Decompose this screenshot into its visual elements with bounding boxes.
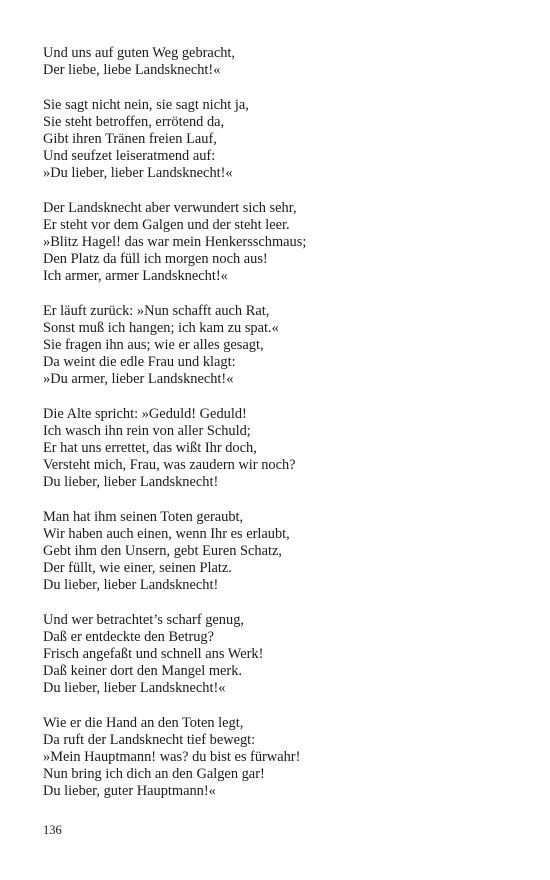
- stanza-2: [43, 97, 513, 182]
- poem-line: Der Landsknecht aber verwundert sich sehr,: [43, 200, 297, 216]
- poem-line: Ich armer, armer Landsknecht!«: [43, 268, 228, 284]
- poem-line: Da weint die edle Frau und klagt:: [43, 354, 236, 370]
- stanza-5: [43, 406, 513, 491]
- stanza-1: [43, 45, 513, 79]
- poem-line: Und uns auf guten Weg gebracht,: [43, 45, 235, 61]
- poem-line: Daß er entdeckte den Betrug?: [43, 629, 215, 645]
- poem-line: Und seufzet leiseratmend auf:: [43, 148, 216, 164]
- poem-line: Er steht vor dem Galgen und der steht leer.: [43, 217, 290, 233]
- poem-line: Der füllt, wie einer, seinen Platz.: [43, 560, 232, 576]
- poem-line: Frisch angefaßt und schnell ans Werk!: [43, 646, 264, 662]
- poem-line: Sie fragen ihn aus; wie er alles gesagt,: [43, 337, 264, 353]
- poem-line: Er hat uns errettet, das wißt Ihr doch,: [43, 440, 257, 456]
- poem-line: Gebt ihm den Unsern, gebt Euren Schatz,: [43, 543, 282, 559]
- stanza-7: [43, 612, 513, 697]
- poem-line: Du lieber, lieber Landsknecht!: [43, 474, 219, 490]
- poem-line: Nun bring ich dich an den Galgen gar!: [43, 766, 265, 782]
- poem-line: Der liebe, liebe Landsknecht!«: [43, 62, 221, 78]
- poem-line: Wir haben auch einen, wenn Ihr es erlaubt,: [43, 526, 290, 542]
- poem-line: Du lieber, guter Hauptmann!«: [43, 783, 216, 799]
- poem-line: »Blitz Hagel! das war mein Henkersschmaus;: [43, 234, 307, 250]
- page-number: 136: [43, 823, 62, 837]
- stanza-3: [43, 200, 513, 285]
- poem-line: Die Alte spricht: »Geduld! Geduld!: [43, 406, 247, 422]
- stanza-8: [43, 715, 513, 800]
- poem-line: Versteht mich, Frau, was zaudern wir noch?: [43, 457, 296, 473]
- poem-body: [43, 45, 513, 818]
- poem-line: Sonst muß ich hangen; ich kam zu spat.«: [43, 320, 279, 336]
- poem-line: Ich wasch ihn rein von aller Schuld;: [43, 423, 251, 439]
- poem-line: Er läuft zurück: »Nun schafft auch Rat,: [43, 303, 270, 319]
- poem-line: Du lieber, lieber Landsknecht!: [43, 577, 219, 593]
- stanza-6: [43, 509, 513, 594]
- poem-line: Wie er die Hand an den Toten legt,: [43, 715, 244, 731]
- poem-line: »Mein Hauptmann! was? du bist es fürwahr!: [43, 749, 301, 765]
- poem-line: Sie steht betroffen, errötend da,: [43, 114, 225, 130]
- poem-line: Man hat ihm seinen Toten geraubt,: [43, 509, 244, 525]
- stanza-4: [43, 303, 513, 388]
- poem-line: Und wer betrachtet’s scharf genug,: [43, 612, 244, 628]
- poem-line: »Du armer, lieber Landsknecht!«: [43, 371, 234, 387]
- poem-line: Sie sagt nicht nein, sie sagt nicht ja,: [43, 97, 249, 113]
- poem-line: Daß keiner dort den Mangel merk.: [43, 663, 243, 679]
- poem-line: Da ruft der Landsknecht tief bewegt:: [43, 732, 256, 748]
- poem-line: Den Platz da füll ich morgen noch aus!: [43, 251, 268, 267]
- poem-line: »Du lieber, lieber Landsknecht!«: [43, 165, 233, 181]
- poem-line: Gibt ihren Tränen freien Lauf,: [43, 131, 217, 147]
- poem-line: Du lieber, lieber Landsknecht!«: [43, 680, 226, 696]
